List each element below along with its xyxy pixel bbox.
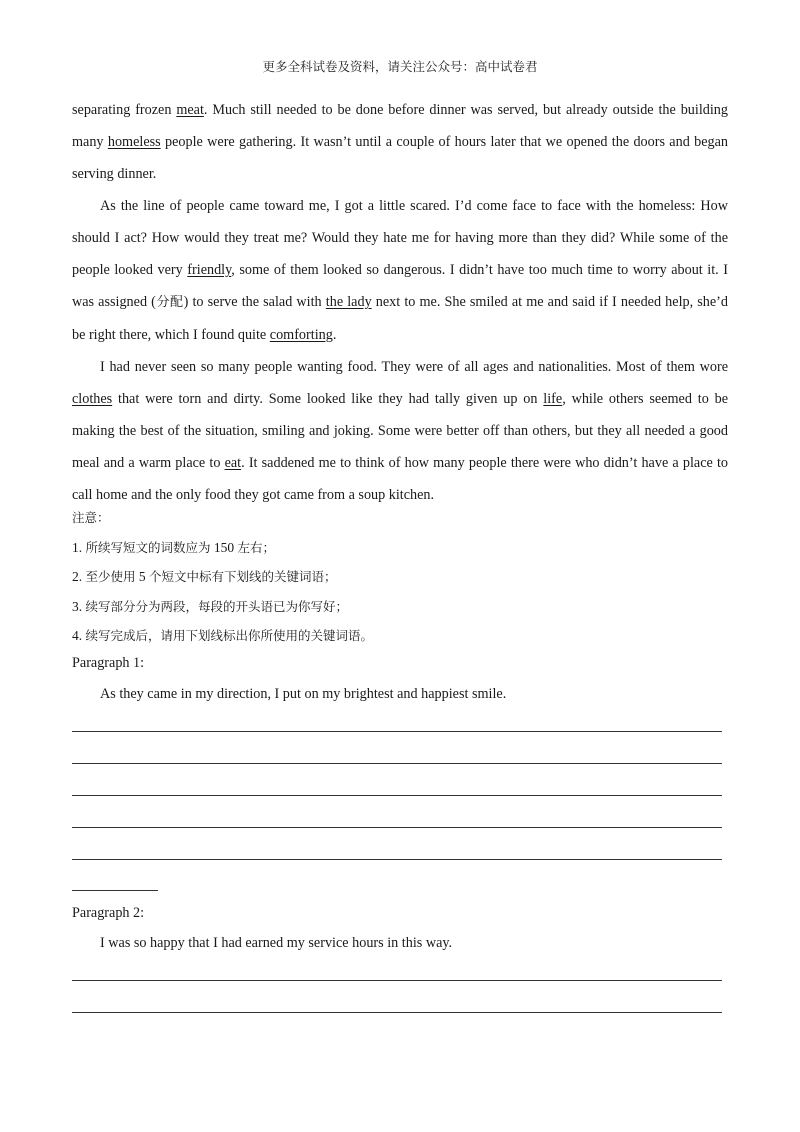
passage-paragraph-2 — [72, 190, 728, 351]
keyword-homeless: homeless — [107, 134, 161, 150]
note-number: 1. — [72, 539, 83, 555]
note-item-1 — [72, 533, 728, 563]
keyword-life: life — [543, 391, 563, 407]
writing-line[interactable] — [72, 1012, 722, 1013]
text-run: separating frozen — [72, 102, 177, 118]
page-header: 更多全科试卷及资料，请关注公众号：高中试卷君 — [262, 59, 538, 74]
writing-line[interactable] — [72, 980, 722, 981]
text-run: next to me. She smiled at me and said if I needed help, she’d be right there, which I found quite — [72, 294, 729, 343]
keyword-friendly: friendly — [187, 262, 232, 278]
note-number: 3. — [72, 598, 83, 614]
keyword-eat: eat — [224, 455, 242, 471]
notes-title: 注意： — [72, 510, 110, 525]
note-text: 个短文中标有下划线的关键词语； — [149, 569, 337, 584]
text-run: . — [332, 327, 337, 343]
note-number: 4. — [72, 628, 83, 643]
note-number-value: 150 — [213, 539, 235, 555]
text-run: , some of them looked so dangerous. I didn’t have too much time to worry about it. I was assigned ( — [72, 262, 728, 310]
note-item-4 — [72, 621, 728, 651]
paragraph-2-opening: I was so happy that I had earned my service hours in this way. — [100, 935, 453, 951]
text-run: , while others seemed to be making the best of the situation, smiling and joking. Some were better off than others, but they all needed a good meal and a warm place to — [72, 391, 729, 471]
writing-line[interactable] — [72, 827, 722, 828]
note-number: 2. — [72, 569, 83, 584]
passage-paragraph-1 — [72, 94, 728, 190]
note-text: 左右； — [237, 539, 276, 555]
keyword-meat: meat — [176, 102, 204, 118]
note-item-2 — [72, 562, 728, 592]
note-item-3 — [72, 592, 728, 622]
writing-line[interactable] — [72, 731, 722, 732]
writing-line[interactable] — [72, 795, 722, 796]
text-run: As the line of people came toward me, I got a little scared. I’d come face to face with the homeless: How should I act? How would they treat me? Would they hate me for having more than they did? While some of the people looked very — [72, 198, 728, 278]
notes-section — [72, 503, 728, 651]
text-run: ) to serve the salad with — [183, 294, 326, 310]
writing-line-short[interactable] — [72, 890, 158, 891]
text-run: . Much still needed to be done before dinner was served, but already outside the building many — [72, 102, 728, 150]
passage — [72, 94, 728, 511]
gloss-assigned: 分配 — [155, 295, 184, 310]
paragraph-1-label: Paragraph 1: — [72, 655, 145, 671]
text-run: that were torn and dirty. Some looked like they had tally given up on — [112, 391, 544, 407]
note-text: 续写部分分为两段，每段的开头语已为你写好； — [85, 598, 349, 614]
passage-paragraph-3 — [72, 351, 728, 511]
note-number-value: 5 — [138, 569, 146, 584]
paragraph-1-opening: As they came in my direction, I put on my brightest and happiest smile. — [100, 686, 507, 702]
writing-line[interactable] — [72, 763, 722, 764]
keyword-the-lady: the lady — [325, 294, 372, 310]
text-run: . It saddened me to think of how many people there were who didn’t have a place to call home and the only food they got came from a soup kitchen. — [72, 455, 728, 503]
note-text: 续写完成后，请用下划线标出你所使用的关键词语。 — [85, 628, 374, 643]
note-text: 所续写短文的词数应为 — [85, 539, 211, 555]
text-run: people were gathering. It wasn’t until a couple of hours later that we opened the doors and began serving dinner. — [72, 134, 728, 182]
keyword-clothes: clothes — [72, 391, 113, 407]
paragraph-2-label: Paragraph 2: — [72, 905, 145, 921]
writing-line[interactable] — [72, 859, 722, 860]
note-text: 至少使用 — [85, 569, 136, 584]
keyword-comforting: comforting — [269, 327, 333, 343]
text-run: I had never seen so many people wanting food. They were of all ages and nationalities. Most of them wore — [100, 359, 728, 375]
